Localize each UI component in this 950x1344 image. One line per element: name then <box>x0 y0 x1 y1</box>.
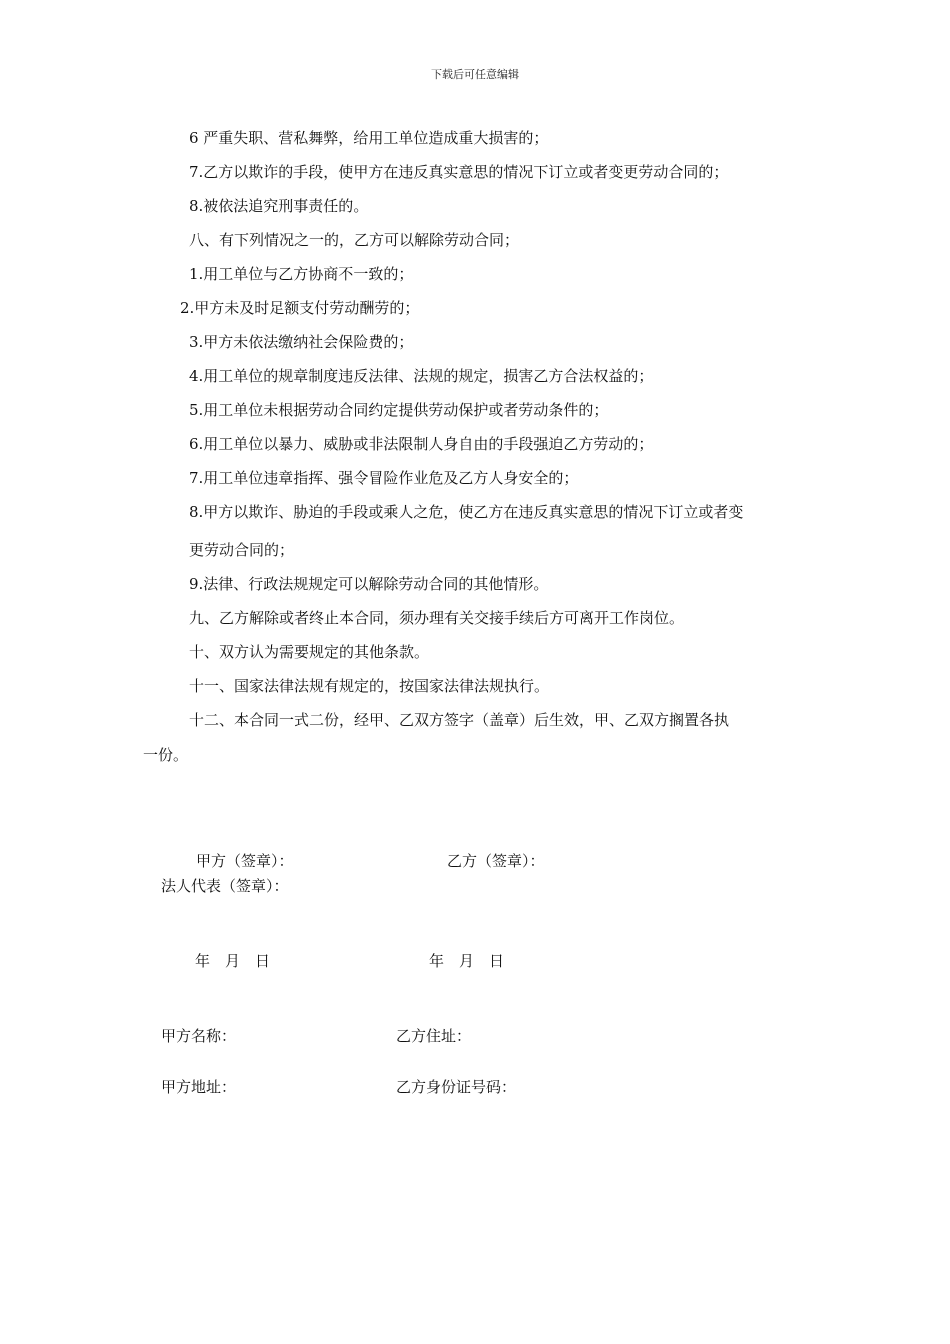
clause-line: 2.甲方未及时足额支付劳动酬劳的； <box>180 299 420 317</box>
clause-line: 7.乙方以欺诈的手段，使甲方在违反真实意思的情况下订立或者变更劳动合同的； <box>189 163 729 181</box>
party-a-address-label: 甲方地址： <box>161 1078 237 1096</box>
party-b-signature-label: 乙方（签章）： <box>447 852 545 870</box>
clause-line: 3.甲方未依法缴纳社会保险费的； <box>189 333 414 351</box>
section-heading-11: 十一、国家法律法规有规定的，按国家法律法规执行。 <box>189 677 550 695</box>
party-a-date: 年 月 日 <box>195 952 271 970</box>
section-heading-10: 十、双方认为需要规定的其他条款。 <box>189 643 430 661</box>
clause-line: 4.用工单位的规章制度违反法律、法规的规定，损害乙方合法权益的； <box>189 367 654 385</box>
party-b-date: 年 月 日 <box>429 952 505 970</box>
section-heading-8: 八、有下列情况之一的，乙方可以解除劳动合同； <box>189 231 520 249</box>
clause-line: 7.用工单位违章指挥、强令冒险作业危及乙方人身安全的； <box>189 469 579 487</box>
legal-rep-signature-label: 法人代表（签章）： <box>161 877 289 895</box>
section-heading-12: 十二、本合同一式二份，经甲、乙双方签字（盖章）后生效，甲、乙双方搁置各执 <box>189 711 730 729</box>
clause-line: 5.用工单位未根据劳动合同约定提供劳动保护或者劳动条件的； <box>189 401 609 419</box>
page-header-note: 下载后可任意编辑 <box>431 68 519 81</box>
clause-line: 6 严重失职、营私舞弊，给用工单位造成重大损害的； <box>189 129 549 147</box>
clause-line-continuation: 一份。 <box>143 746 189 764</box>
party-b-address-label: 乙方住址： <box>396 1027 472 1045</box>
party-a-signature-label: 甲方（签章）： <box>196 852 294 870</box>
party-b-id-label: 乙方身份证号码： <box>396 1078 517 1096</box>
clause-line: 1.用工单位与乙方协商不一致的； <box>189 265 414 283</box>
clause-line: 6.用工单位以暴力、威胁或非法限制人身自由的手段强迫乙方劳动的； <box>189 435 654 453</box>
clause-line: 8.被依法追究刑事责任的。 <box>189 197 369 215</box>
party-a-name-label: 甲方名称： <box>161 1027 237 1045</box>
clause-line: 9.法律、行政法规规定可以解除劳动合同的其他情形。 <box>189 575 549 593</box>
clause-line-continuation: 更劳动合同的； <box>189 541 295 559</box>
clause-line: 8.甲方以欺诈、胁迫的手段或乘人之危，使乙方在违反真实意思的情况下订立或者变 <box>189 503 744 521</box>
section-heading-9: 九、乙方解除或者终止本合同，须办理有关交接手续后方可离开工作岗位。 <box>189 609 685 627</box>
